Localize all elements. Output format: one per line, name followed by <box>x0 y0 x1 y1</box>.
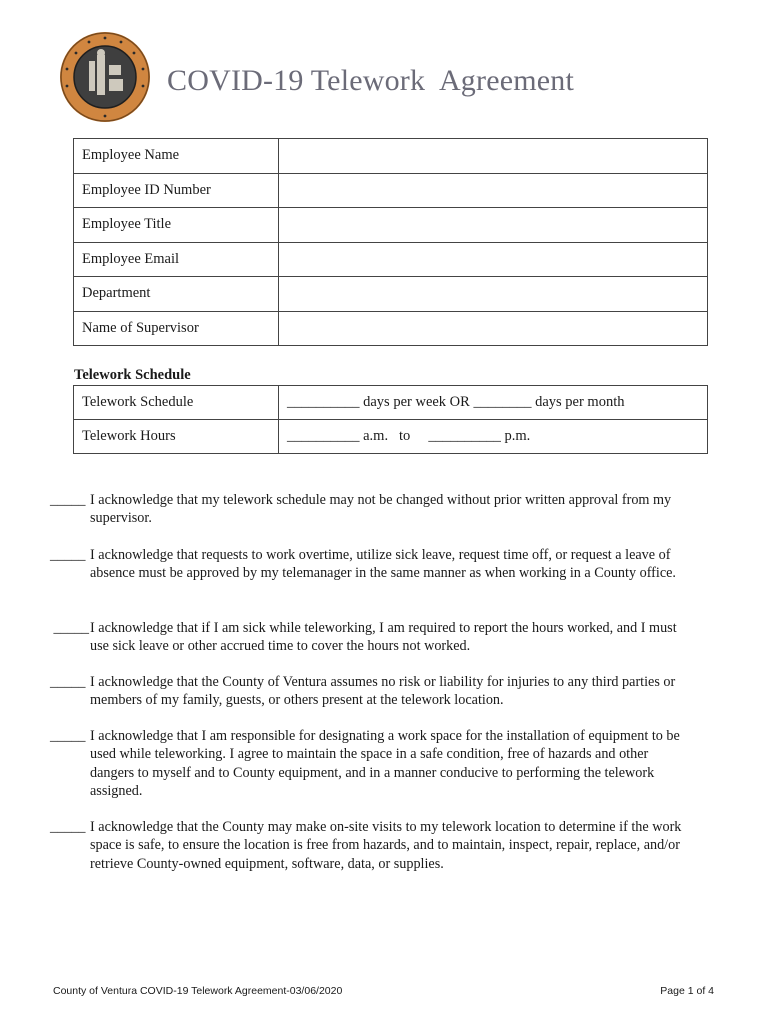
telework-schedule-field[interactable]: __________ days per week OR ________ days per month <box>279 386 708 420</box>
acknowledgement-text: I acknowledge that my telework schedule may not be changed without prior written approval from my supervisor. <box>90 492 672 527</box>
employee-email-field[interactable] <box>279 242 708 277</box>
department-field[interactable] <box>279 277 708 312</box>
department-label: Department <box>74 277 279 312</box>
initial-blank[interactable]: _____ <box>50 492 86 508</box>
table-row <box>74 139 708 174</box>
initial-blank[interactable]: _____ <box>50 819 86 835</box>
table-row <box>74 242 708 277</box>
table-row <box>74 386 708 420</box>
telework-hours-field[interactable]: __________ a.m. to __________ p.m. <box>279 420 708 454</box>
acknowledgement-item <box>50 727 690 800</box>
page-title: COVID-19 Telework Agreement <box>167 64 575 97</box>
initial-blank[interactable]: _____ <box>50 547 86 563</box>
acknowledgement-text: I acknowledge that requests to work overtime, utilize sick leave, request time off, or request a leave of absence must be approved by my telemanager in the same manner as when working in a County office. <box>90 547 676 582</box>
employee-id-label: Employee ID Number <box>74 173 279 208</box>
footer-page-number: Page 1 of 4 <box>660 985 714 997</box>
initial-blank[interactable]: _____ <box>50 728 86 744</box>
employee-name-label: Employee Name <box>74 139 279 174</box>
supervisor-name-label: Name of Supervisor <box>74 311 279 346</box>
employee-title-label: Employee Title <box>74 208 279 243</box>
table-row <box>74 311 708 346</box>
table-row <box>74 173 708 208</box>
footer-document-id: County of Ventura COVID-19 Telework Agreement-03/06/2020 <box>53 985 343 997</box>
acknowledgement-text: I acknowledge that the County of Ventura assumes no risk or liability for injuries to any third parties or members of my family, guests, or others present at the telework location. <box>90 674 676 709</box>
employee-name-field[interactable] <box>279 139 708 174</box>
acknowledgement-item <box>50 491 690 528</box>
initial-blank[interactable]: _____ <box>50 674 86 690</box>
employee-title-field[interactable] <box>279 208 708 243</box>
telework-hours-label: Telework Hours <box>74 420 279 454</box>
employee-info-table <box>73 138 708 346</box>
telework-schedule-heading: Telework Schedule <box>74 367 191 383</box>
employee-email-label: Employee Email <box>74 242 279 277</box>
acknowledgement-item <box>50 673 690 710</box>
acknowledgement-item <box>50 546 690 583</box>
employee-id-field[interactable] <box>279 173 708 208</box>
table-row <box>74 208 708 243</box>
county-seal-logo <box>59 31 151 123</box>
telework-schedule-label: Telework Schedule <box>74 386 279 420</box>
supervisor-name-field[interactable] <box>279 311 708 346</box>
acknowledgement-text: I acknowledge that I am responsible for designating a work space for the installation of equipment to be used while teleworking. I agree to maintain the space in a safe condition, free of hazards and other dangers to myself and to County equipment, and in a manner conducive to performing the telework assigned. <box>90 728 680 799</box>
initial-blank[interactable]: _____ <box>50 620 90 636</box>
acknowledgement-text: I acknowledge that the County may make on-site visits to my telework location to determine if the work space is safe, to ensure the location is free from hazards, and to maintain, inspect, repair, replace, and/or retrieve County-owned equipment, software, data, or supplies. <box>90 819 682 872</box>
telework-schedule-table <box>73 385 708 454</box>
acknowledgement-item <box>50 818 690 873</box>
table-row <box>74 277 708 312</box>
acknowledgement-text: I acknowledge that if I am sick while teleworking, I am required to report the hours worked, and I must use sick leave or other accrued time to cover the hours not worked. <box>90 620 677 655</box>
acknowledgement-item <box>50 619 690 656</box>
table-row <box>74 420 708 454</box>
